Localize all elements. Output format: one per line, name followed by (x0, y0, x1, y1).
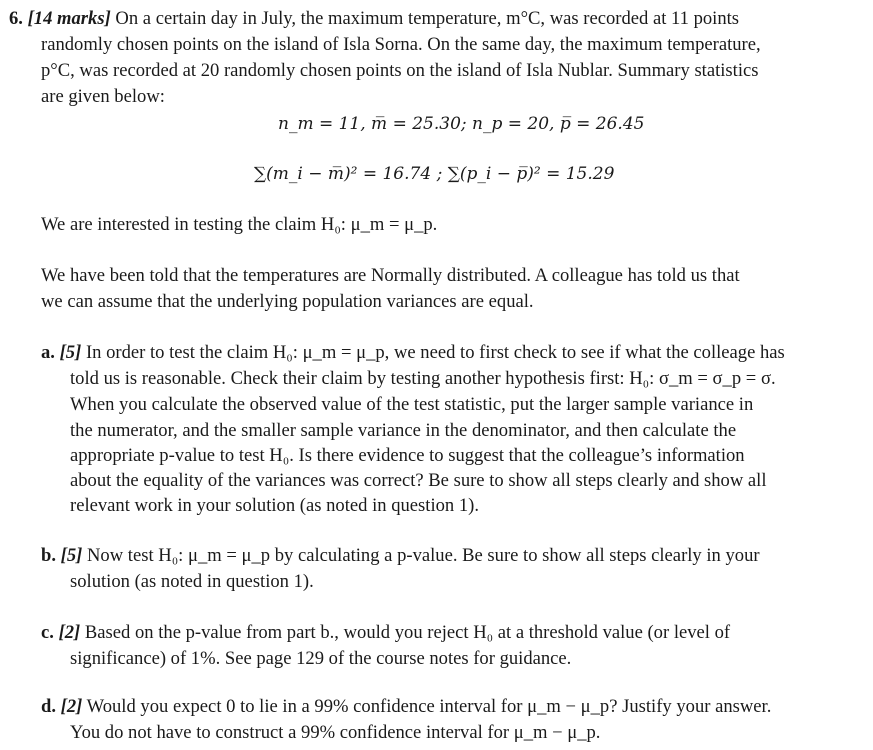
part-a-line-1: In order to test the claim H₀: μ_m = μ_p, we need to first check to see if what the colleage has (85, 342, 785, 363)
part-d-marks: [2] (60, 696, 83, 717)
question-marks: [14 marks] (27, 8, 111, 29)
assumption-line-1: We have been told that the temperatures are Normally distributed. A colleague has told us that (41, 265, 740, 286)
part-a-line-5: appropriate p-value to test H₀. Is there evidence to suggest that the colleague’s information (70, 445, 745, 466)
question-header (9, 6, 739, 31)
part-d-line-2: You do not have to construct a 99% confidence interval for μ_m − μ_p. (70, 722, 601, 743)
part-b-line-1: Now test H₀: μ_m = μ_p by calculating a p-value. Be sure to show all steps clearly in your (87, 545, 760, 566)
question-number: 6. (9, 8, 23, 29)
intro-line-3: p°C, was recorded at 20 randomly chosen points on the island of Isla Nublar. Summary statistics (41, 60, 759, 81)
part-d-label: d. (41, 696, 56, 717)
intro-line-1: On a certain day in July, the maximum temperature, m°C, was recorded at 11 points (115, 8, 740, 29)
part-c-marks: [2] (58, 622, 81, 643)
part-a-line-2: told us is reasonable. Check their claim by testing another hypothesis first: H₀: σ_m = σ_p = σ. (70, 368, 776, 389)
intro-line-2: randomly chosen points on the island of Isla Sorna. On the same day, the maximum temperature, (41, 34, 761, 55)
part-c-line-2: significance) of 1%. See page 129 of the course notes for guidance. (70, 648, 572, 669)
part-d-first-line (41, 694, 771, 719)
summary-equation-2: ∑(m_i − m̅)² = 16.74 ; ∑(p_i − p̅)² = 15.29 (254, 164, 615, 184)
part-b-label: b. (41, 545, 56, 566)
part-a-line-3: When you calculate the observed value of the test statistic, put the larger sample variance in (70, 394, 754, 415)
part-a-first-line (41, 340, 785, 365)
claim-line: We are interested in testing the claim H₀: μ_m = μ_p. (41, 214, 438, 235)
part-a-line-7: relevant work in your solution (as noted in question 1). (70, 495, 479, 516)
intro-line-4: are given below: (41, 86, 165, 107)
part-a-marks: [5] (59, 342, 82, 363)
part-a-line-4: the numerator, and the smaller sample variance in the denominator, and then calculate the (70, 420, 737, 441)
part-c-line-1: Based on the p-value from part b., would you reject H₀ at a threshold value (or level of (84, 622, 731, 643)
part-b-first-line (41, 543, 760, 568)
part-a-label: a. (41, 342, 55, 363)
part-c-first-line (41, 620, 730, 645)
part-b-line-2: solution (as noted in question 1). (70, 571, 314, 592)
part-a-line-6: about the equality of the variances was correct? Be sure to show all steps clearly and show all (70, 470, 767, 491)
part-b-marks: [5] (60, 545, 83, 566)
part-c-label: c. (41, 622, 54, 643)
assumption-line-2: we can assume that the underlying population variances are equal. (41, 291, 534, 312)
summary-equation-1: n_m = 11, m̅ = 25.30; n_p = 20, p̅ = 26.45 (278, 114, 645, 134)
part-d-line-1: Would you expect 0 to lie in a 99% confidence interval for μ_m − μ_p? Justify your answer. (86, 696, 772, 717)
